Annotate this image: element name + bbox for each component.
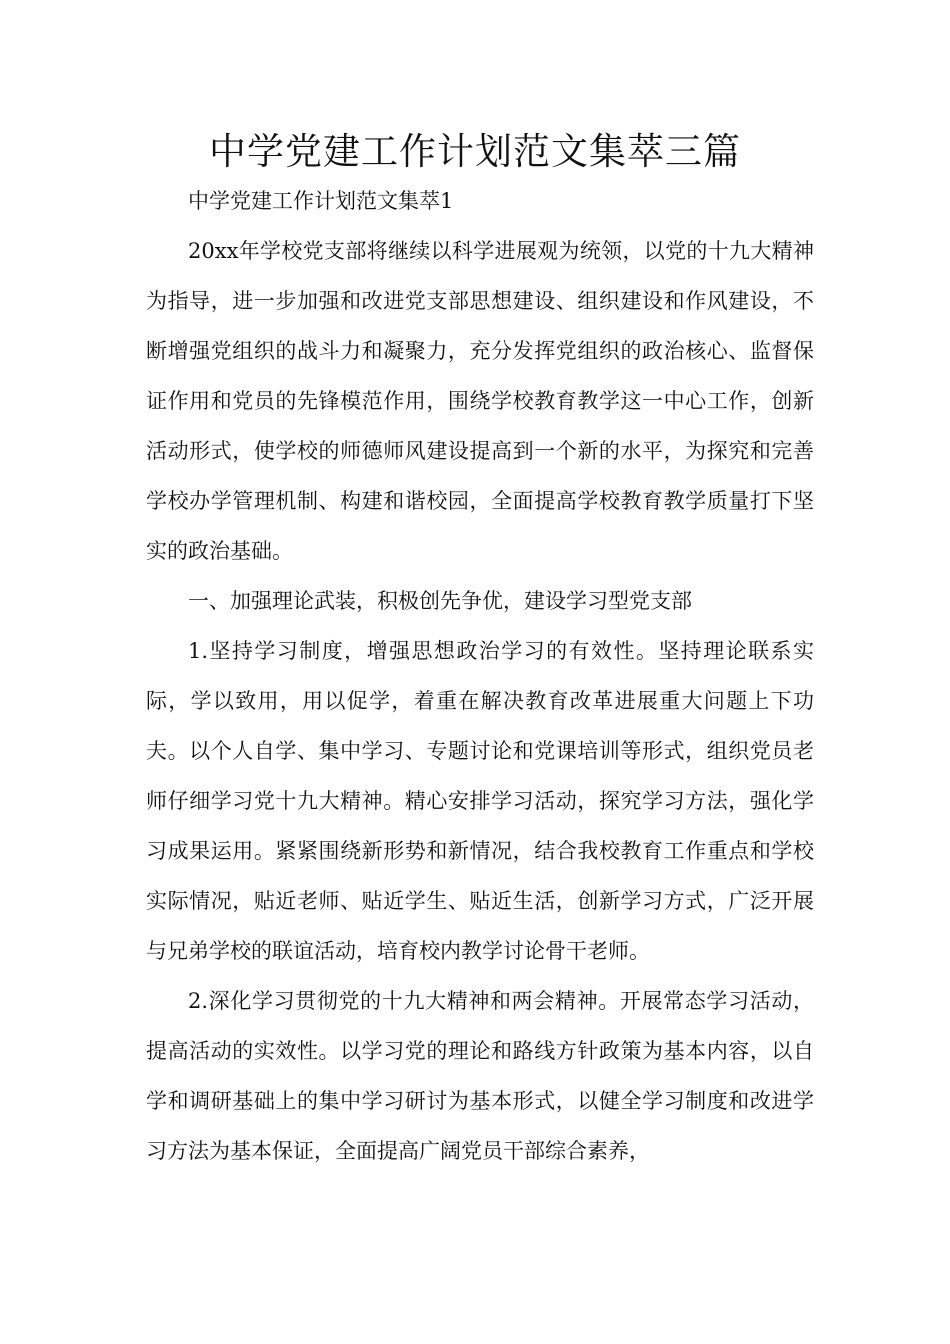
part-one-heading: 一、加强理论武装，积极创先争优，建设学习型党支部 bbox=[188, 589, 692, 613]
item-2-paragraph: 2.深化学习贯彻党的十九大精神和两会精神。开展常态学习活动，提高活动的实效性。以学习党的理论和路线方针政策为基本内容，以自学和调研基础上的集中学习研讨为基本形式，以健全学习制度和改进学习方法为基本保证，全面提高广阔党员干部综合素养， bbox=[146, 989, 814, 1163]
document-body bbox=[146, 176, 814, 1176]
item-1-paragraph: 1.坚持学习制度，增强思想政治学习的有效性。坚持理论联系实际，学以致用，用以促学，着重在解决教育改革进展重大问题上下功夫。以个人自学、集中学习、专题讨论和党课培训等形式，组织党员老师仔细学习党十九大精神。精心安排学习活动，探究学习方法，强化学习成果运用。紧紧围绕新形势和新情况，结合我校教育工作重点和学校实际情况，贴近老师、贴近学生、贴近生活，创新学习方式，广泛开展与兄弟学校的联谊活动，培育校内教学讨论骨干老师。 bbox=[146, 639, 814, 963]
document-title: 中学党建工作计划范文集萃三篇 bbox=[209, 130, 741, 173]
intro-paragraph: 20xx年学校党支部将继续以科学进展观为统领，以党的十九大精神为指导，进一步加强和改进党支部思想建设、组织建设和作风建设，不断增强党组织的战斗力和凝聚力，充分发挥党组织的政治核心、监督保证作用和党员的先锋模范作用，围绕学校教育教学这一中心工作，创新活动形式，使学校的师德师风建设提高到一个新的水平，为探究和完善学校办学管理机制、构建和谐校园，全面提高学校教育教学质量打下坚实的政治基础。 bbox=[146, 239, 814, 563]
section-heading-1: 中学党建工作计划范文集萃1 bbox=[188, 189, 454, 213]
